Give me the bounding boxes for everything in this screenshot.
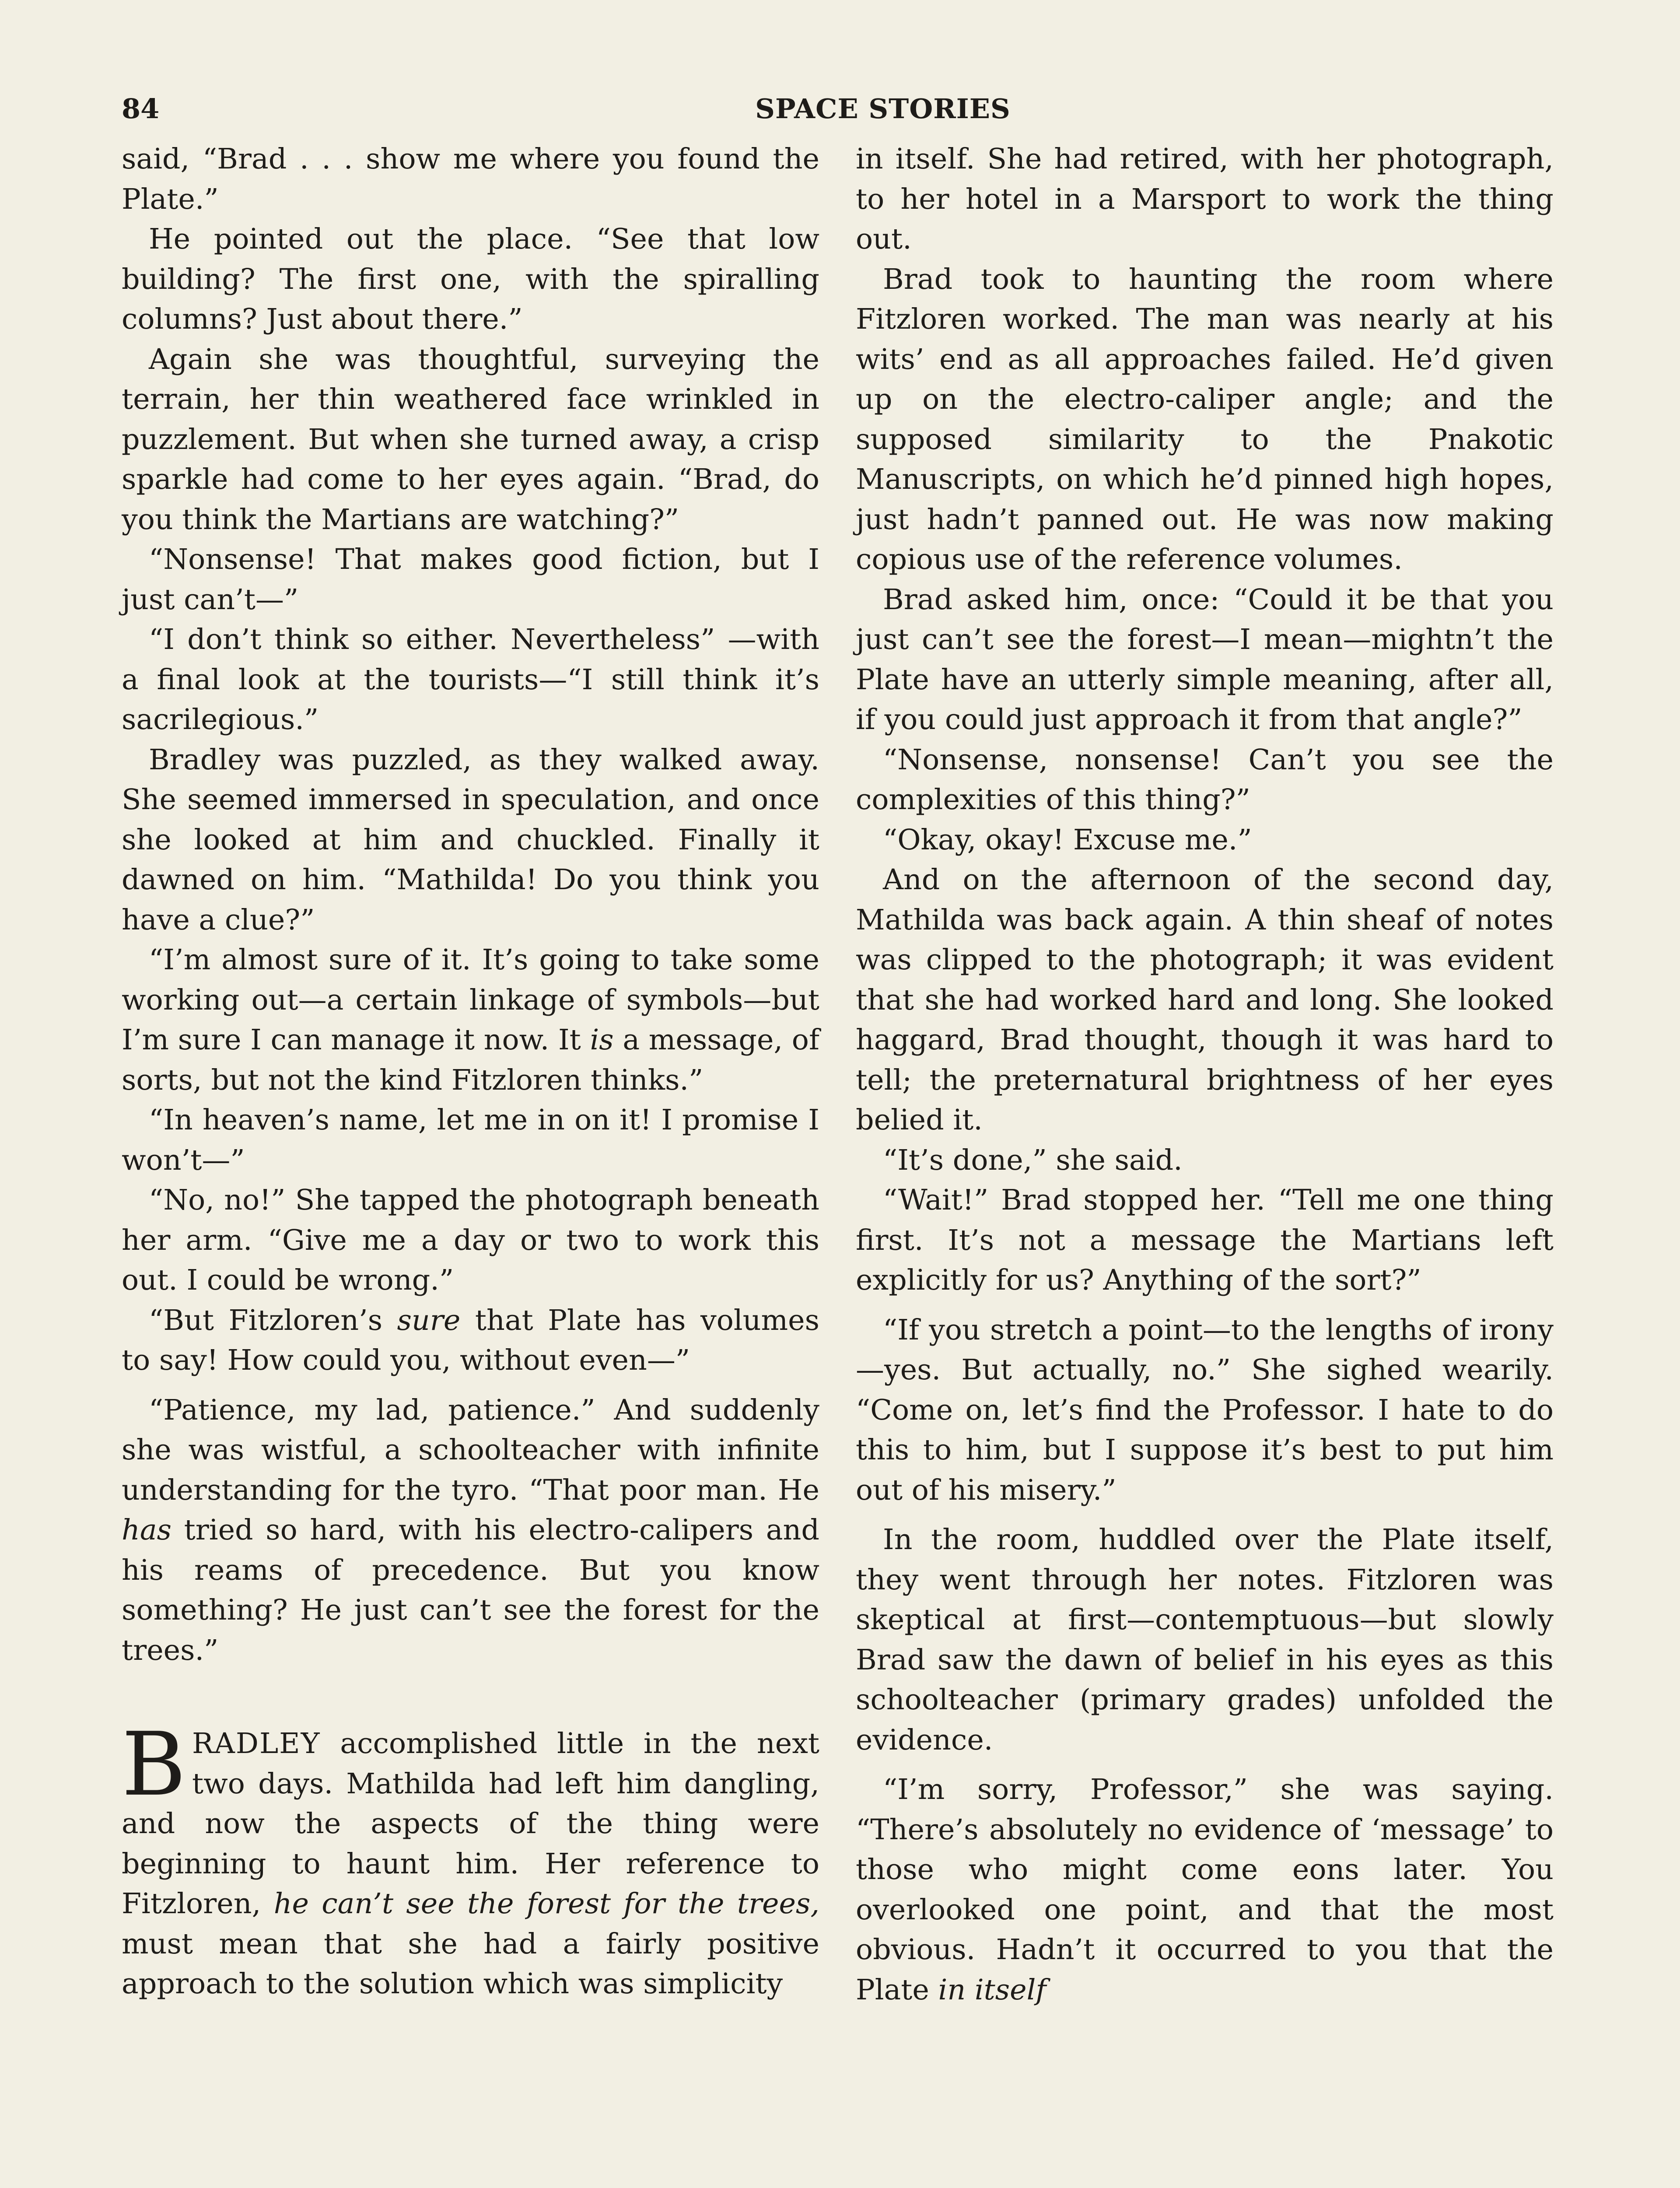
italic-run: in itself <box>938 1973 1046 2006</box>
italic-run: is <box>590 1024 614 1056</box>
text-run: must mean that she had a fairly positive approach to the solution which was simplicity <box>122 1927 819 2000</box>
text-run: “I’m almost sure of it. It’s going to take some working out—a certain linkage of symbols—but I’m sure I can manage it now. It <box>122 943 819 1056</box>
paragraph <box>122 940 819 1100</box>
paragraph: And on the afternoon of the second day, Mathilda was back again. A thin sheaf of notes was clipped to the photograph; it was evident that she had worked hard and long. She looked haggard, Brad thought, though it was hard to tell; the preternatural brightness of her eyes belied it. <box>856 863 1554 1136</box>
paragraph: “If you stretch a point—to the lengths of irony—yes. But actually, no.” She sighed wearily. “Come on, let’s find the Professor. I hate to do this to him, but I suppose it’s best to put him out of his misery.” <box>856 1313 1554 1507</box>
italic-run: he can’t see the forest for the trees, <box>273 1887 819 1920</box>
paragraph: Brad took to haunting the room where Fitzloren worked. The man was nearly at his wits’ end as all approaches failed. He’d given up on the electro-caliper angle; and the supposed similarity to the Pnakotic Manuscripts, on which he’d pinned high hopes, just hadn’t panned out. He was now making copious use of the reference volumes. <box>856 263 1554 576</box>
paragraph <box>122 1301 819 1381</box>
paragraph: Again she was thoughtful, surveying the terrain, her thin weathered face wrinkled in puzzlement. But when she turned away, a crisp sparkle had come to her eyes again. “Brad, do you think the Martians are watching?” <box>122 343 819 536</box>
paragraph: “Okay, okay! Excuse me.” <box>883 823 1252 856</box>
right-column <box>856 139 1554 2010</box>
text-run: a message, of sorts, but not the kind Fitzloren thinks.” <box>122 1024 819 1097</box>
paragraph: “Nonsense! That makes good fiction, but I just can’t—” <box>122 543 819 616</box>
page-number: 84 <box>122 93 160 125</box>
drop-cap: B <box>122 1714 186 1816</box>
paragraph: “It’s done,” she said. <box>883 1143 1183 1177</box>
text-run: that Plate has volumes to say! How could you, without even—” <box>122 1304 819 1377</box>
section-opening-paragraph <box>122 1714 819 2004</box>
text-run: accomplished little in the next two days. Mathilda had left him dangling, and now the aspects of the thing were beginning to haunt him. Her reference to Fitzloren, <box>122 1727 819 1920</box>
paragraph: He pointed out the place. “See that low building? The first one, with the spiralling columns? Just about there.” <box>122 223 819 336</box>
italic-run: sure <box>397 1304 461 1337</box>
page-header <box>122 93 1563 141</box>
paragraph <box>856 1770 1554 2010</box>
italic-run: has <box>122 1514 172 1546</box>
paragraph: “I don’t think so either. Nevertheless” —with a final look at the tourists—“I still think it’s sacrilegious.” <box>122 623 819 736</box>
text-run: tried so hard, with his electro-calipers and his reams of precedence. But you know something? He just can’t see the forest for the trees.” <box>122 1514 819 1667</box>
text-run: “I’m sorry, Professor,” she was saying. “There’s absolutely no evidence of ‘message’ to those who might come eons later. You overlooked one point, and that the most obvious. Hadn’t it occurred to you that the Plate <box>856 1773 1554 2006</box>
small-caps-run: RADLEY <box>192 1727 321 1760</box>
paragraph: “No, no!” She tapped the photograph beneath her arm. “Give me a day or two to work this out. I could be wrong.” <box>122 1184 819 1297</box>
paragraph: Brad asked him, once: “Could it be that you just can’t see the forest—I mean—mightn’t the Plate have an utterly simple meaning, after all, if you could just approach it from that angle?” <box>856 583 1554 736</box>
paragraph: said, “Brad . . . show me where you found the Plate.” <box>122 143 819 216</box>
paragraph: “In heaven’s name, let me in on it! I promise I won’t—” <box>122 1104 819 1177</box>
running-head: SPACE STORIES <box>755 93 1011 125</box>
text-run: “Patience, my lad, patience.” And suddenly she was wistful, a schoolteacher with infinite understanding for the tyro. “That poor man. He <box>122 1393 819 1507</box>
paragraph: “Nonsense, nonsense! Can’t you see the complexities of this thing?” <box>856 743 1554 816</box>
paragraph: “Wait!” Brad stopped her. “Tell me one thing first. It’s not a message the Martians left explicitly for us? Anything of the sort?” <box>856 1184 1554 1297</box>
paragraph <box>122 1390 819 1671</box>
text-run: “But Fitzloren’s <box>149 1304 397 1337</box>
paragraph: in itself. She had retired, with her photograph, to her hotel in a Marsport to work the thing out. <box>856 143 1554 256</box>
paragraph: Bradley was puzzled, as they walked away. She seemed immersed in speculation, and once she looked at him and chuckled. Finally it dawned on him. “Mathilda! Do you think you have a clue?” <box>122 743 819 936</box>
left-column <box>122 139 819 2004</box>
paragraph: In the room, huddled over the Plate itself, they went through her notes. Fitzloren was skeptical at first—contemptuous—but slowly Brad saw the dawn of belief in his eyes as this schoolteacher (primary grades) unfolded the evidence. <box>856 1523 1554 1757</box>
